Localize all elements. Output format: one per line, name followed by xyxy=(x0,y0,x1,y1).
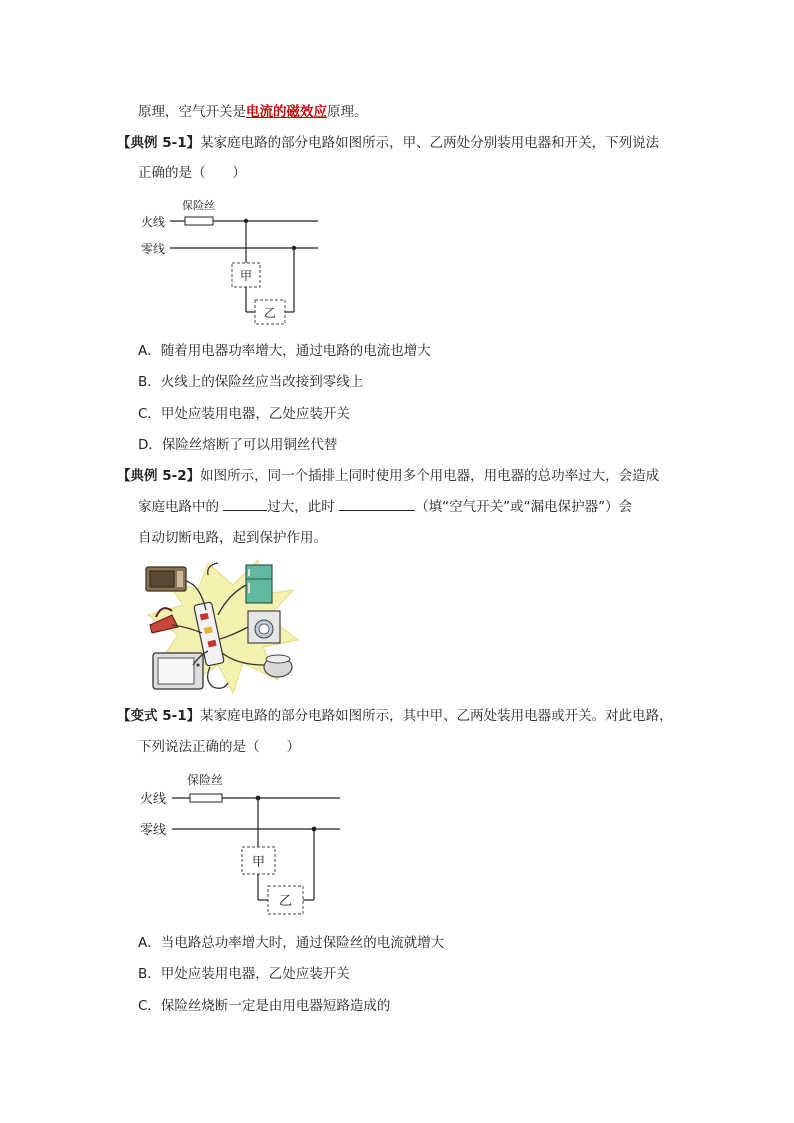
answer-blank-1[interactable] xyxy=(223,498,267,511)
q1-box-b-label: 乙 xyxy=(263,306,277,320)
intro-highlight: 电流的磁效应 xyxy=(246,104,327,120)
q3-box-a-label: 甲 xyxy=(251,855,266,870)
q1-tag: 【典例 5-1】 xyxy=(117,135,201,151)
q3-option-c: C．保险丝烧断一定是由用电器短路造成的 xyxy=(138,998,391,1014)
q3-tag: 【变式 5-1】 xyxy=(117,708,201,724)
intro-suffix: 原理。 xyxy=(327,104,368,120)
q2-stem-line3: 自动切断电路，起到保护作用。 xyxy=(138,530,327,546)
refrigerator-icon xyxy=(246,565,272,603)
q1-option-b: B．火线上的保险丝应当改接到零线上 xyxy=(138,374,364,390)
q1-option-d: D．保险丝熔断了可以用铜丝代替 xyxy=(138,437,338,453)
q2-stem-line1 xyxy=(117,467,659,485)
q3-fuse xyxy=(190,794,222,802)
q2-tag: 【典例 5-2】 xyxy=(117,468,201,484)
washing-machine-icon xyxy=(248,611,280,643)
q1-zero-label: 零线 xyxy=(141,242,166,256)
intro-prefix: 原理，空气开关是 xyxy=(138,104,246,120)
q2-text1: 如图所示，同一个插排上同时使用多个用电器，用电器的总功率过大，会造成 xyxy=(200,468,660,484)
microwave-icon xyxy=(146,567,186,591)
q3-stem-line2: 下列说法正确的是（ ） xyxy=(138,739,300,755)
answer-blank-2[interactable] xyxy=(339,498,415,511)
q2-text2c: （填“空气开关”或“漏电保护器”）会 xyxy=(415,499,633,515)
q3-option-b: B．甲处应装用电器，乙处应装开关 xyxy=(138,966,350,982)
q3-circuit-diagram xyxy=(140,770,350,918)
q3-fuse-label: 保险丝 xyxy=(187,773,224,787)
q3-zero-label: 零线 xyxy=(140,823,167,838)
q1-stem-line2: 正确的是（ ） xyxy=(138,165,246,181)
q1-option-c: C．甲处应装用电器，乙处应装开关 xyxy=(138,406,350,422)
q1-circuit-diagram xyxy=(135,195,335,330)
q3-box-b-label: 乙 xyxy=(278,894,293,909)
q2-text2b: 过大，此时 xyxy=(267,499,335,515)
q1-fuse-label: 保险丝 xyxy=(182,199,215,212)
q1-box-a-label: 甲 xyxy=(239,269,253,283)
q2-stem-line2 xyxy=(138,498,632,516)
q3-text1: 某家庭电路的部分电路如图所示，其中甲、乙两处装用电器或开关。对此电路， xyxy=(200,708,673,724)
q3-stem-line1 xyxy=(117,707,673,725)
q3-option-a: A．当电路总功率增大时，通过保险丝的电流就增大 xyxy=(138,935,445,951)
q1-text1: 某家庭电路的部分电路如图所示，甲、乙两处分别装用电器和开关，下列说法 xyxy=(200,135,660,151)
television-icon xyxy=(153,653,203,689)
rice-cooker-icon xyxy=(264,655,292,677)
q3-fire-label: 火线 xyxy=(140,792,167,807)
q1-fire-label: 火线 xyxy=(141,215,166,229)
q1-option-a: A．随着用电器功率增大，通过电路的电流也增大 xyxy=(138,343,431,359)
overloaded-power-strip-illustration xyxy=(138,555,303,695)
q2-text2a: 家庭电路中的 xyxy=(138,499,219,515)
intro-line xyxy=(138,103,368,121)
q1-fuse xyxy=(185,217,213,225)
q1-stem-line1 xyxy=(117,134,659,152)
